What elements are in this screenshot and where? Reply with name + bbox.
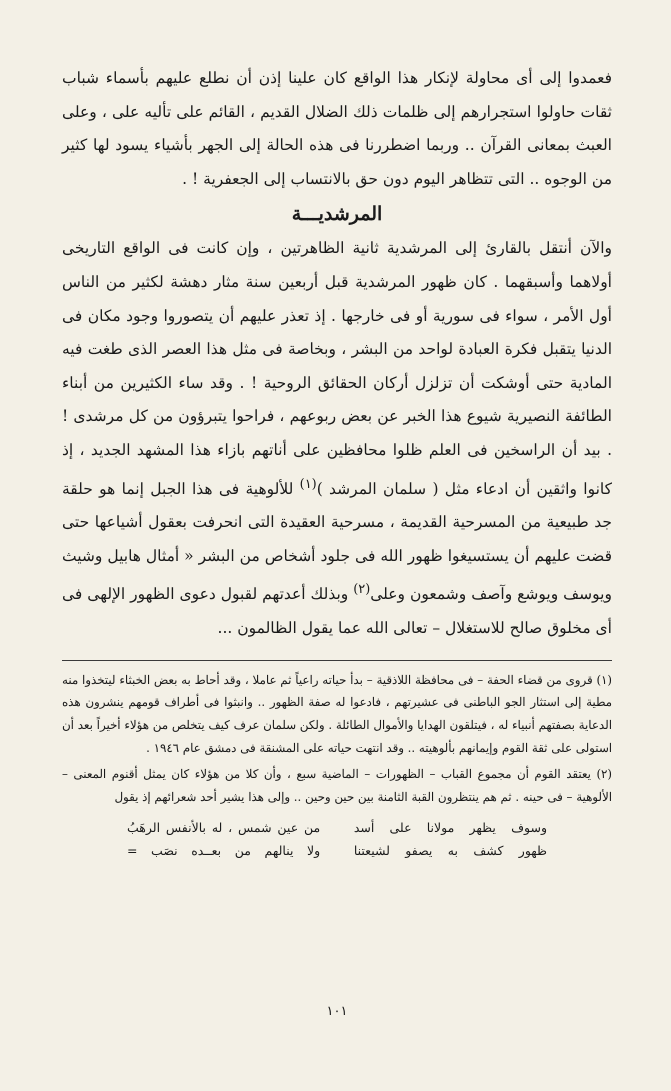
poem-verse-1: [127, 816, 547, 839]
main-text-part-2: للألوهية فى هذا الجبل إنما هو حلقة جد طبيعية من المسرحية القديمة ، مسرحية العقيدة التى انحرفت بعقول أشياعها حتى قضت عليهم أن يستسيغوا ظهور الله فى جلود أشخاص من البشر « أمثال هابيل وشيث ويوسف ويوشع وآصف وشمعون وعلى: [62, 479, 612, 604]
footnote-1: (١) قروى من قضاء الحفة – فى محافظة اللاذقية – بدأ حياته راعياً ثم عاملا ، وقد أحاط به بعض الخبثاء ليتخذوا منه مطية إلى استثار الجو الباطنى فى عشيرتهم ، فادعوا له صفة الظهور .. وانبثوا فى أطراف قومهم ينشرون هذه الدعاية بصفتهم أنبياء له ، فيتلقون الهدايا والأموال الطائلة . ولكن سلمان عرف كيف يتخلص من هؤلاء أخيراً بعد أن استولى على ثقة القوم وإيمانهم بألوهيته .. وقد انتهت حياته على المشنقة فى دمشق عام ١٩٤٦ .: [62, 672, 612, 755]
footnotes: [62, 669, 612, 863]
footnote-divider: [62, 660, 612, 661]
main-text-part-3: وبذلك أعدتهم لقبول دعوى الظهور الإلهى فى أى مخلوق صالح للاستغلال – تعالى الله عما يقول الظالمون ...: [62, 585, 612, 638]
poem: [127, 816, 547, 862]
verse-2-second-hemistich: ولا ينالهم من بعــده نصَب =: [127, 843, 321, 859]
footnote-ref-1: (١): [299, 476, 317, 492]
footnote-ref-2: (٢): [353, 582, 371, 598]
page-number: ١٠١: [326, 1004, 348, 1019]
intro-paragraph: فعمدوا إلى أى محاولة لإنكار هذا الواقع كان علينا إذن أن نطلع عليهم بأسماء شباب ثقات حاولوا استجرارهم إلى ظلمات ذلك الضلال القديم ، القائم على تأليه على ، وعلى العبث بمعانى القرآن .. وربما اضطررنا فى هذه الحالة إلى الجهر بأشياء يسود لها كثير من الوجوه .. التى تتظاهر اليوم دون حق بالانتساب إلى الجعفرية ! .: [62, 69, 612, 188]
verse-1-first-hemistich: وسوف يظهر مولانا على أسد: [353, 820, 547, 836]
book-page: [62, 62, 612, 1062]
footnote-2: (٢) يعتقد القوم أن مجموع القباب – الظهورات – الماضية سبع ، وأن كلا من هؤلاء كان يمثل أقنوم المعنى – الألوهية – فى حينه . ثم هم ينتظرون القبة الثامنة بين حين وحين .. وإلى هذا يشير أحد شعرائهم إذ يقول: [62, 767, 612, 804]
main-text-part-1: والآن أنتقل بالقارئ إلى المرشدية ثانية الظاهرتين ، وإن كانت فى الواقع التاريخى أولاهما وأسبقهما . كان ظهور المرشدية قبل أربعين سنة مثار دهشة لكثير من الناس أول الأمر ، سواء فى سورية أو فى خارجها . إذ تعذر عليهم أن يتصوروا وجود مكان فى الدنيا يتقبل فكرة العبادة لواحد من البشر ، وبخاصة فى مثل هذا العصر الذى طغت فيه المادية حتى أوشكت أن تزلزل أركان الحقائق الروحية ! . وقد ساء الكثيرين من أبناء الطائفة النصيرية شيوع هذا الخبر عن بعض ربوعهم ، فراحوا يتبرؤون من كل مرشدى ! . بيد أن الراسخين فى العلم ظلوا محافظين على أناتهم بازاء هذا المشهد الجديد ، إذ كانوا واثقين أن ادعاء مثل ( سلمان المرشد ): [62, 239, 612, 498]
poem-verse-2: [127, 839, 547, 862]
verse-1-second-hemistich: من عين شمس ، له بالأنفس الرهَبُ: [127, 820, 321, 836]
verse-2-first-hemistich: ظهور كشف به يصفو لشيعتنا: [353, 843, 547, 859]
section-heading: المرشديـــة: [291, 203, 383, 226]
main-paragraph: [62, 232, 612, 645]
